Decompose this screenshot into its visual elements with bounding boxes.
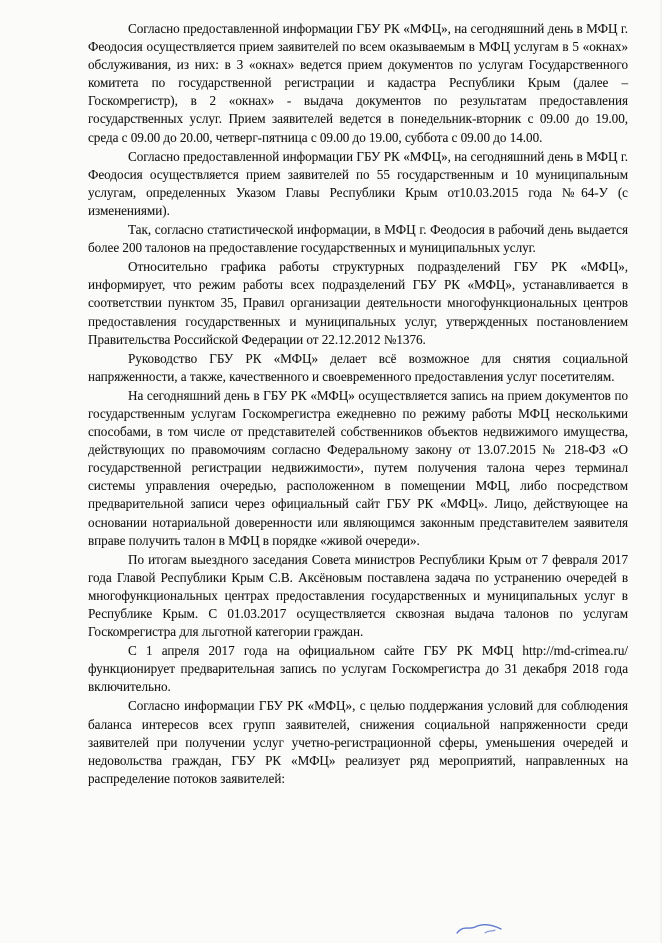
paragraph-4: Относительно графика работы структурных подразделений ГБУ РК «МФЦ», информирует, что режим работы всех подразделений ГБУ РК «МФЦ», устанавливается в соответствии пунктом 35, Правил организации деятельности многофункциональных центров предоставления государственных и муниципальных услуг, утвержденных постановлением Правительства Российской Федерации от 22.12.2012 №1376. — [88, 259, 628, 347]
paragraph-5: Руководство ГБУ РК «МФЦ» делает всё возможное для снятия социальной напряженности, а также, качественного и своевременного предоставления услуг посетителям. — [88, 350, 628, 384]
ink-stroke-small — [485, 930, 495, 933]
paragraph-7: По итогам выездного заседания Совета министров Республики Крым от 7 февраля 2017 года Главой Республики Крым С.В. Аксёновым поставлена задача по устранению очередей в многофункциональных центрах предоставления государственных и муниципальных услуг в Республике Крым. С 01.03.2017 осуществляется сквозная выдача талонов по услугам Госкомрегистра для льготной категории граждан. — [88, 551, 628, 640]
paragraph-6: На сегодняшний день в ГБУ РК «МФЦ» осуществляется запись на прием документов по государственным услугам Госкомрегистра ежедневно по режиму работы МФЦ несколькими способами, в том числе от представителей собственников объектов недвижимого имущества, действующих по правомочиям согласно Федеральному закону от 13.07.2015 № 218-ФЗ «О государственной регистрации недвижимости», путем получения талона через терминал системы управления очередью, расположенном в помещении МФЦ, либо посредством предварительной записи через официальный сайт ГБУ РК «МФЦ». Лицо, действующее на основании нотариальной доверенности или являющимся законным представителем заявителя вправе получить талон в МФЦ в порядке «живой очереди». — [88, 387, 628, 548]
document-body — [88, 20, 628, 788]
paragraph-1: Согласно предоставленной информации ГБУ РК «МФЦ», на сегодняшний день в МФЦ г. Феодосия осуществляется прием заявителей по всем оказываемым в МФЦ услугам в 5 «окнах» обслуживания, из них: в 3 «окнах» ведется прием документов по услугам Государственного комитета по государственной регистрации и кадастра Республики Крым (далее – Госкомрегистр), в 2 «окнах» - выдача документов по результатам предоставления государственных услуг. Прием заявителей ведется в понедельник-вторник с 09.00 до 19.00, среда с 09.00 до 20.00, четверг-пятница с 09.00 до 19.00, суббота с 09.00 до 14.00. — [88, 21, 628, 145]
ink-stroke — [457, 925, 501, 933]
paragraph-2: Согласно предоставленной информации ГБУ РК «МФЦ», на сегодняшний день в МФЦ г. Феодосия осуществляется прием заявителей по 55 государственным и 10 муниципальным услугам, определенных Указом Главы Республики Крым от10.03.2015 года №64-У (с изменениями). — [88, 148, 628, 218]
paragraph-9: Согласно информации ГБУ РК «МФЦ», с целью поддержания условий для соблюдения баланса интересов всех групп заявителей, снижения социальной напряженности среди заявителей при получении услуг учетно-регистрационной сферы, уменьшения очередей и недовольства граждан, ГБУ РК «МФЦ» реализует ряд мероприятий, направленных на распределение потоков заявителей: — [88, 698, 628, 786]
paragraph-3: Так, согласно статистической информации, в МФЦ г. Феодосия в рабочий день выдается более 200 талонов на предоставление государственных и муниципальных услуг. — [88, 222, 628, 256]
paragraph-8: С 1 апреля 2017 года на официальном сайте ГБУ РК МФЦ http://md-crimea.ru/ функционирует предварительная запись по услугам Госкомрегистра до 31 декабря 2018 года включительно. — [88, 643, 628, 695]
ink-mark — [455, 921, 503, 935]
